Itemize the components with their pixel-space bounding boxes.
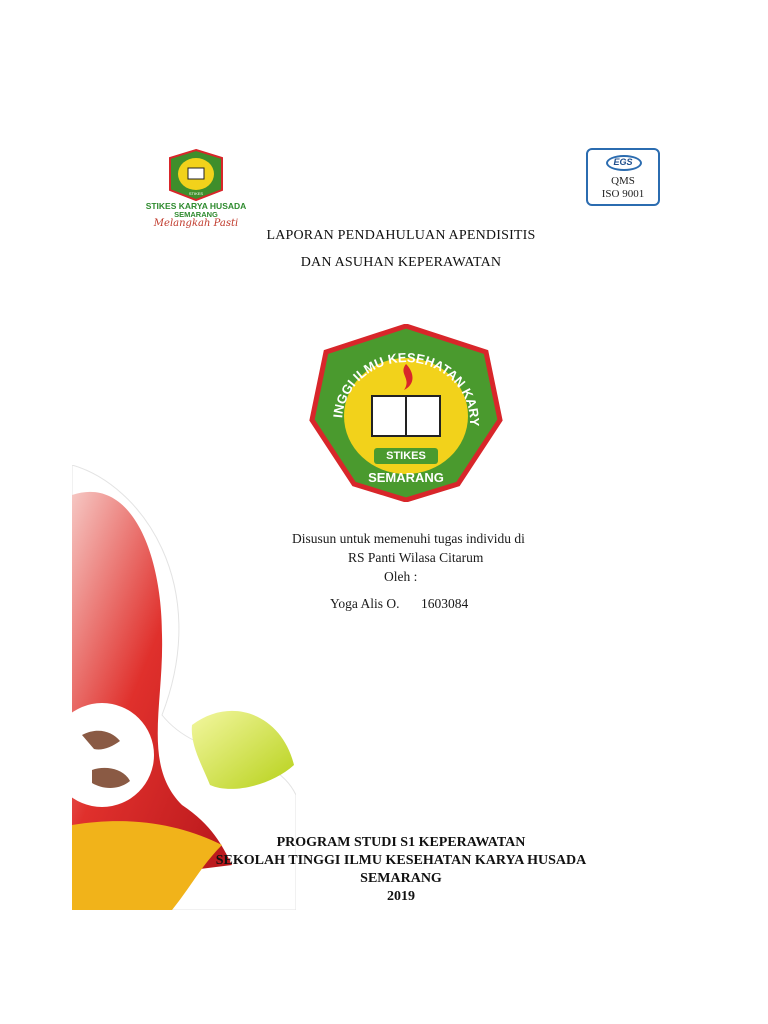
stikes-small-logo <box>140 148 252 236</box>
egs-brand: EGS <box>613 157 633 167</box>
footer-city: SEMARANG <box>360 871 442 886</box>
iso-line2: ISO 9001 <box>601 188 645 200</box>
emblem-bottom-text: SEMARANG <box>368 470 444 485</box>
footer-school: SEKOLAH TINGGI ILMU KESEHATAN KARYA HUSADA <box>215 853 587 868</box>
report-title-line1: LAPORAN PENDAHULUAN APENDISITIS <box>266 228 536 243</box>
emblem-center-text: STIKES <box>386 450 426 462</box>
emblem-arc-text: INGGI ILMU KESEHATAN KARY <box>330 349 483 426</box>
place-text: RS Panti Wilasa Citarum <box>348 550 484 565</box>
stikes-emblem <box>308 324 504 502</box>
author-name: Yoga Alis O. <box>330 596 400 611</box>
iso-logo <box>586 148 660 206</box>
by-label: Oleh : <box>384 569 418 584</box>
small-logo-line1: STIKES KARYA HUSADA <box>145 201 247 211</box>
small-logo-line2: SEMARANG <box>174 210 218 219</box>
iso-line1: QMS <box>611 175 635 187</box>
author-id: 1603084 <box>421 596 469 611</box>
purpose-text: Disusun untuk memenuhi tugas individu di <box>292 531 525 546</box>
report-title-line2: DAN ASUHAN KEPERAWATAN <box>300 255 502 270</box>
footer-program: PROGRAM STUDI S1 KEPERAWATAN <box>276 835 526 850</box>
small-logo-tagline: Melangkah Pasti <box>153 218 239 229</box>
svg-text:STIKES: STIKES <box>188 191 204 196</box>
footer-year: 2019 <box>387 889 415 904</box>
